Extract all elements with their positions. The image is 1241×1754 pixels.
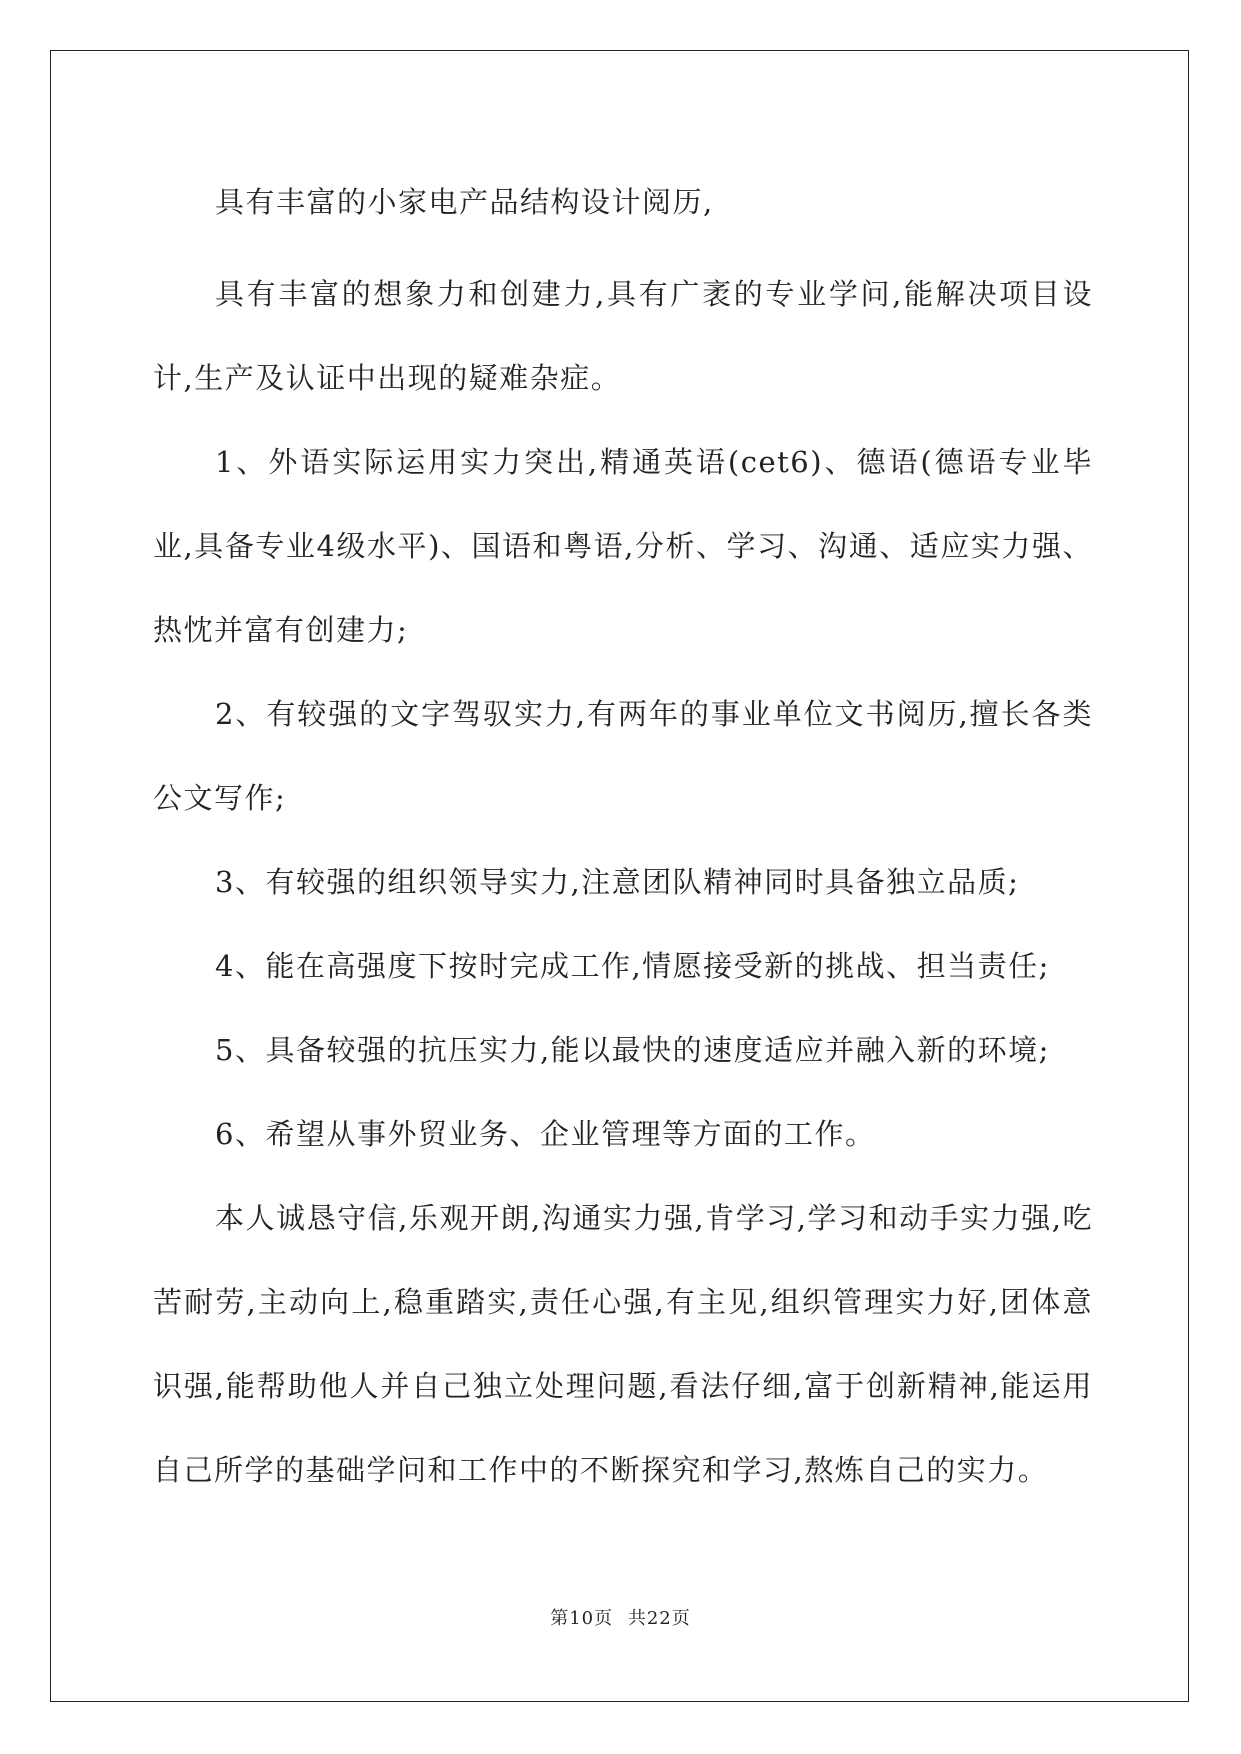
- paragraph-item-4: 4、能在高强度下按时完成工作,情愿接受新的挑战、担当责任;: [215, 949, 1050, 983]
- document-body: [153, 160, 1093, 1512]
- total-pages: 共22页: [627, 1608, 691, 1629]
- paragraph-item-6: 6、希望从事外贸业务、企业管理等方面的工作。: [215, 1117, 876, 1151]
- paragraph-item-5: 5、具备较强的抗压实力,能以最快的速度适应并融入新的环境;: [215, 1033, 1050, 1067]
- paragraph-item-3: 3、有较强的组织领导实力,注意团队精神同时具备独立品质;: [215, 865, 1020, 899]
- paragraph-item-1: 1、外语实际运用实力突出,精通英语(cet6)、德语(德语专业毕业,具备专业4级水平)、国语和粤语,分析、学习、沟通、适应实力强、热忱并富有创建力;: [153, 445, 1093, 647]
- page-number: 第10页: [550, 1608, 614, 1629]
- paragraph-self-evaluation: 本人诚恳守信,乐观开朗,沟通实力强,肯学习,学习和动手实力强,吃苦耐劳,主动向上,稳重踏实,责任心强,有主见,组织管理实力好,团体意识强,能帮助他人并自己独立处理问题,看法仔细,富于创新精神,能运用自己所学的基础学问和工作中的不断探究和学习,熬炼自己的实力。: [153, 1201, 1093, 1487]
- paragraph-experience: 具有丰富的小家电产品结构设计阅历,: [215, 185, 714, 219]
- paragraph-creativity: 具有丰富的想象力和创建力,具有广袤的专业学问,能解决项目设计,生产及认证中出现的疑难杂症。: [153, 277, 1093, 395]
- paragraph-item-2: 2、有较强的文字驾驭实力,有两年的事业单位文书阅历,擅长各类公文写作;: [153, 697, 1093, 815]
- page-footer: [0, 1604, 1241, 1630]
